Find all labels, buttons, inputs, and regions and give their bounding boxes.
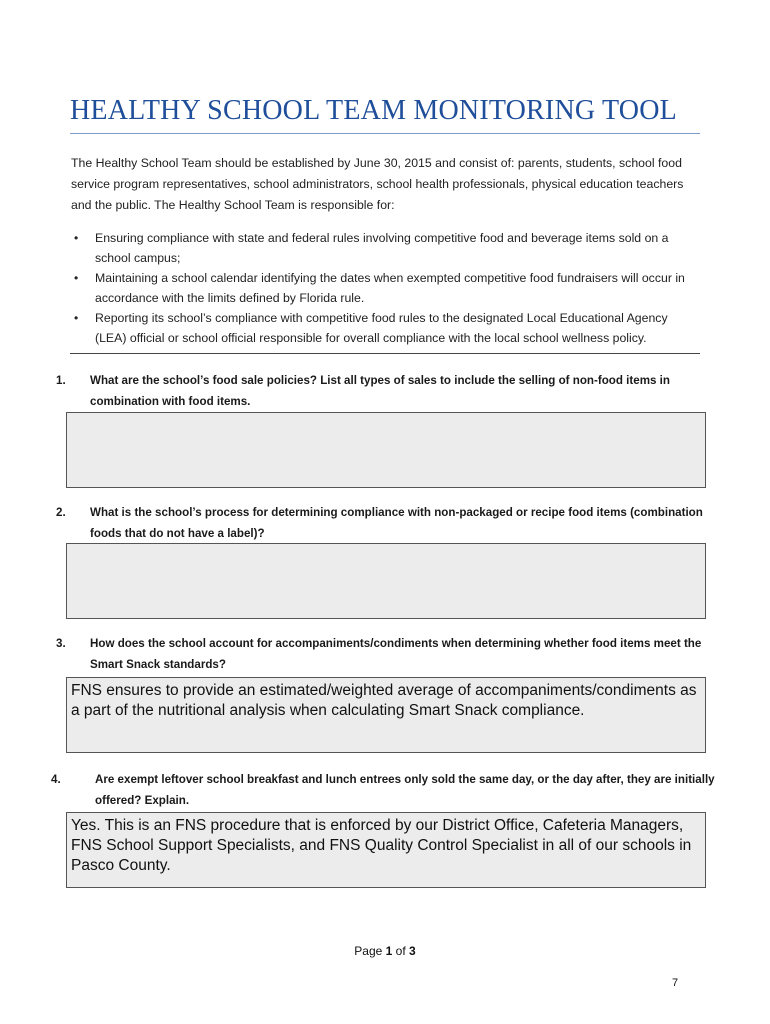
current-page: 1	[385, 944, 393, 958]
section-divider	[70, 353, 700, 354]
question-number: 1.	[56, 374, 66, 387]
corner-page-number: 7	[672, 977, 679, 989]
answer-field-4[interactable]	[66, 812, 706, 888]
question-number: 2.	[56, 506, 66, 519]
answer-text: Yes. This is an FNS procedure that is enforced by our District Office, Cafeteria Managers, FNS School Support Specialists, and FNS Quality Control Specialist in all of our schools in Pasco County.	[71, 817, 692, 874]
page-footer: Page 1 of 3	[354, 944, 416, 958]
question-text: What is the school’s process for determining compliance with non-packaged or recipe food items (combination foods that do not have a label)?	[90, 506, 703, 540]
answer-text	[67, 544, 705, 550]
question-number: 3.	[56, 637, 66, 650]
question-2	[56, 502, 730, 544]
question-number: 4.	[51, 773, 61, 786]
question-text: Are exempt leftover school breakfast and lunch entrees only sold the same day, or the day after, they are initially offered? Explain.	[95, 773, 715, 807]
bullet-icon: •	[74, 311, 79, 325]
question-4	[51, 769, 730, 811]
title-divider	[70, 133, 700, 134]
answer-field-2[interactable]	[66, 543, 706, 619]
bullet-icon: •	[74, 271, 79, 285]
responsibilities-list	[72, 228, 702, 348]
answer-field-3[interactable]	[66, 677, 706, 753]
question-text: What are the school’s food sale policies? List all types of sales to include the selling of non-food items in combination with food items.	[90, 374, 670, 408]
answer-text: FNS ensures to provide an estimated/weighted average of accompaniments/condiments as a part of the nutritional analysis when calculating Smart Snack compliance.	[71, 682, 697, 719]
list-item: • Reporting its school’s compliance with competitive food rules to the designated Local Educational Agency (LEA) official or school official responsible for overall compliance with the local school wellness policy.	[72, 308, 702, 348]
list-item: • Ensuring compliance with state and federal rules involving competitive food and beverage items sold on a school campus;	[72, 228, 702, 268]
question-3	[56, 633, 730, 675]
list-item: • Maintaining a school calendar identifying the dates when exempted competitive food fundraisers will occur in accordance with the limits defined by Florida rule.	[72, 268, 702, 308]
question-1	[56, 370, 730, 412]
answer-text	[67, 413, 705, 419]
answer-field-1[interactable]	[66, 412, 706, 488]
intro-paragraph: The Healthy School Team should be established by June 30, 2015 and consist of: parents, students, school food service program representatives, school administrators, school health professionals, physical education teachers and the public. The Healthy School Team is responsible for:	[71, 156, 684, 212]
total-pages: 3	[409, 944, 416, 958]
bullet-icon: •	[74, 231, 79, 245]
page-title: HEALTHY SCHOOL TEAM MONITORING TOOL	[70, 95, 677, 126]
question-text: How does the school account for accompaniments/condiments when determining whether food items meet the Smart Snack standards?	[90, 637, 702, 671]
